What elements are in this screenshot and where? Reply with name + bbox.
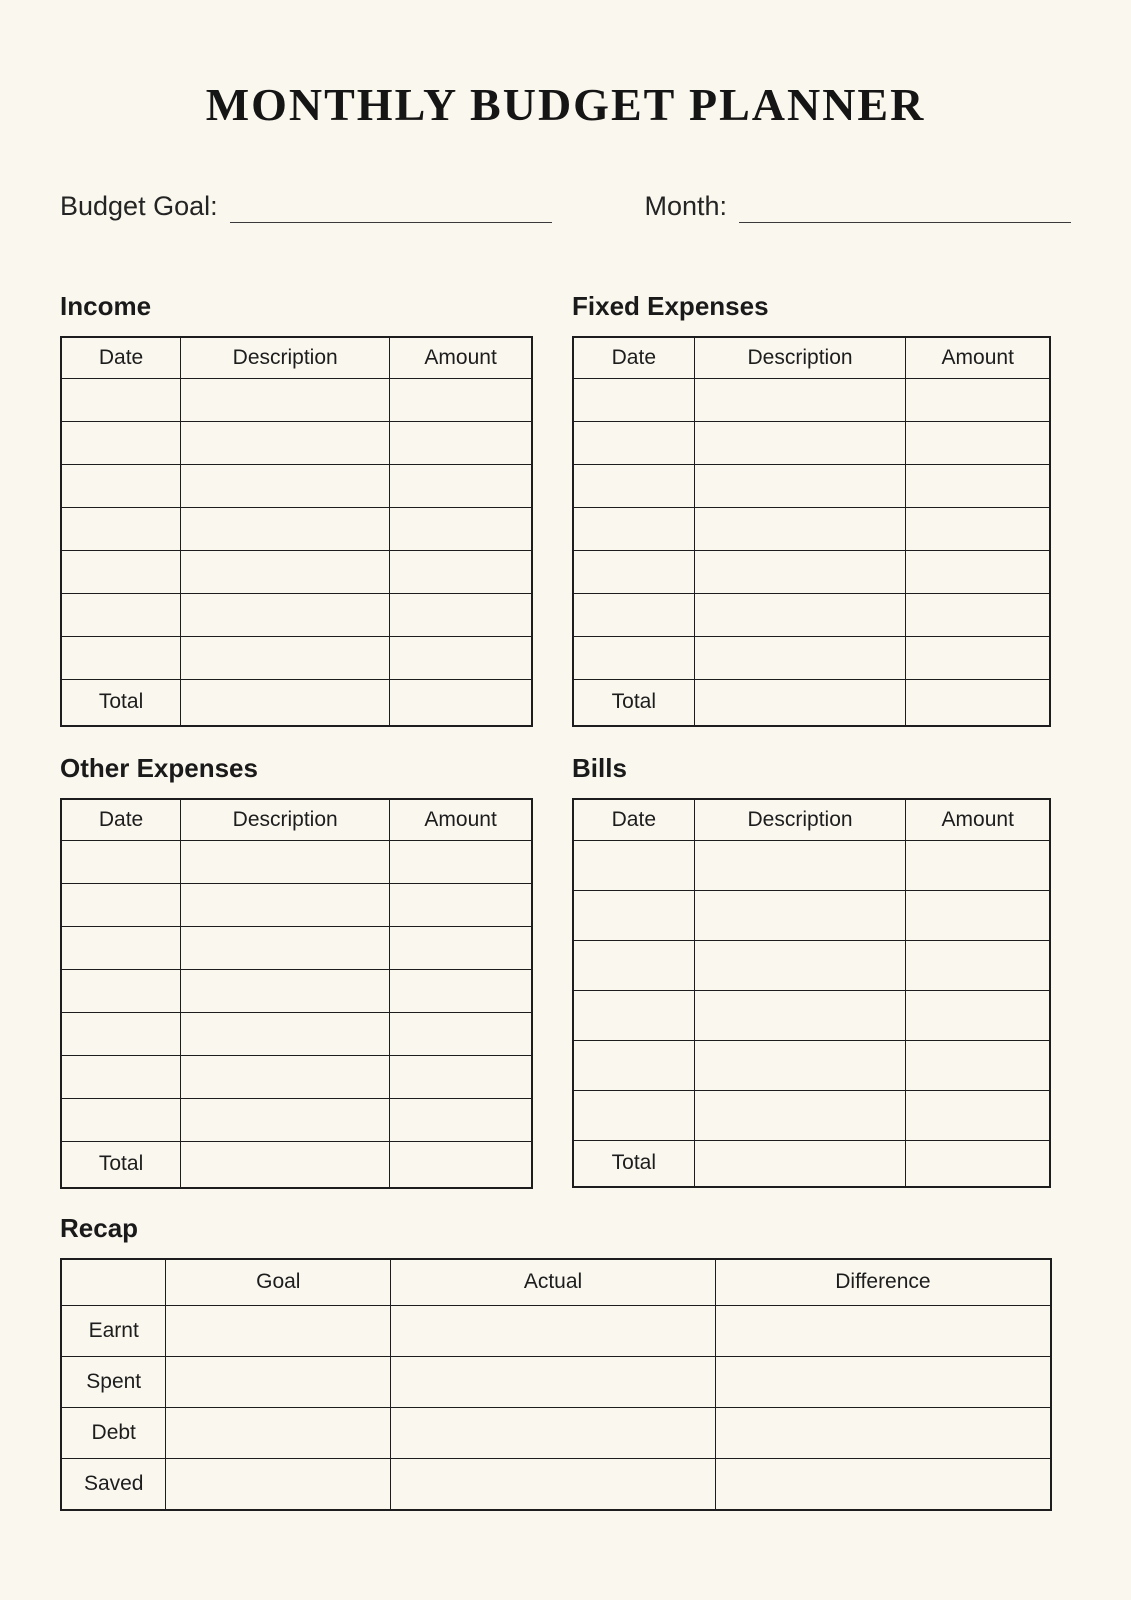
empty-cell xyxy=(390,551,532,594)
budget-goal-field xyxy=(60,189,552,223)
empty-cell xyxy=(694,594,906,637)
recap-difference-cell xyxy=(715,1357,1051,1408)
empty-cell xyxy=(181,594,390,637)
empty-cell xyxy=(390,884,532,927)
empty-cell xyxy=(181,422,390,465)
empty-cell xyxy=(390,379,532,422)
empty-row xyxy=(61,1099,532,1142)
empty-cell xyxy=(906,941,1050,991)
bills-table xyxy=(572,798,1051,1188)
recap-goal-cell xyxy=(166,1408,391,1459)
recap-row-label: Earnt xyxy=(61,1306,166,1357)
empty-row xyxy=(573,594,1050,637)
column-header-description: Description xyxy=(694,337,906,379)
empty-row xyxy=(573,551,1050,594)
empty-cell xyxy=(181,927,390,970)
recap-goal-cell xyxy=(166,1459,391,1510)
recap-actual-cell xyxy=(391,1306,716,1357)
empty-row xyxy=(573,508,1050,551)
total-label: Total xyxy=(61,680,181,726)
empty-cell xyxy=(573,379,694,422)
empty-cell xyxy=(906,379,1050,422)
total-row xyxy=(573,1141,1050,1187)
empty-row xyxy=(61,508,532,551)
empty-cell xyxy=(390,927,532,970)
empty-row xyxy=(573,465,1050,508)
total-description-cell xyxy=(181,1142,390,1188)
empty-cell xyxy=(181,379,390,422)
empty-cell xyxy=(694,508,906,551)
total-label: Total xyxy=(573,1141,694,1187)
empty-cell xyxy=(61,637,181,680)
recap-row-debt xyxy=(61,1408,1051,1459)
empty-cell xyxy=(906,465,1050,508)
recap-actual-cell xyxy=(391,1459,716,1510)
empty-cell xyxy=(181,508,390,551)
empty-cell xyxy=(390,637,532,680)
fixed-expenses-section-title: Fixed Expenses xyxy=(572,290,769,321)
empty-cell xyxy=(390,465,532,508)
empty-cell xyxy=(573,991,694,1041)
empty-row xyxy=(573,379,1050,422)
total-row xyxy=(61,680,532,726)
empty-cell xyxy=(181,1013,390,1056)
month-line xyxy=(739,189,1071,223)
recap-difference-cell xyxy=(715,1408,1051,1459)
empty-cell xyxy=(906,1091,1050,1141)
empty-cell xyxy=(181,841,390,884)
empty-cell xyxy=(181,637,390,680)
recap-row-label: Debt xyxy=(61,1408,166,1459)
empty-cell xyxy=(573,1041,694,1091)
recap-table-body xyxy=(61,1306,1051,1510)
fixed-expenses-table-footer xyxy=(573,680,1050,726)
empty-cell xyxy=(573,1091,694,1141)
other-expenses-table-body xyxy=(61,841,532,1142)
empty-row xyxy=(61,637,532,680)
fixed-expenses-table-header xyxy=(573,337,1050,379)
column-header-amount: Amount xyxy=(390,799,532,841)
header-row xyxy=(61,1259,1051,1306)
total-amount-cell xyxy=(390,1142,532,1188)
column-header-amount: Amount xyxy=(390,337,532,379)
recap-actual-cell xyxy=(391,1408,716,1459)
month-label: Month: xyxy=(644,191,727,222)
empty-cell xyxy=(694,941,906,991)
empty-cell xyxy=(694,551,906,594)
empty-row xyxy=(61,551,532,594)
recap-difference-cell xyxy=(715,1459,1051,1510)
empty-cell xyxy=(390,1013,532,1056)
header-fields xyxy=(60,183,1071,223)
empty-cell xyxy=(694,465,906,508)
recap-row-spent xyxy=(61,1357,1051,1408)
income-section xyxy=(60,291,533,727)
column-header-amount: Amount xyxy=(906,337,1050,379)
total-amount-cell xyxy=(906,1141,1050,1187)
empty-cell xyxy=(573,891,694,941)
bills-section-title: Bills xyxy=(572,752,627,783)
column-header-date: Date xyxy=(573,337,694,379)
empty-cell xyxy=(906,841,1050,891)
empty-cell xyxy=(390,594,532,637)
top-tables-row xyxy=(60,291,1071,727)
empty-cell xyxy=(906,594,1050,637)
empty-cell xyxy=(61,508,181,551)
bills-table-header xyxy=(573,799,1050,841)
empty-cell xyxy=(694,1041,906,1091)
total-description-cell xyxy=(181,680,390,726)
empty-cell xyxy=(694,991,906,1041)
column-header-date: Date xyxy=(61,799,181,841)
empty-cell xyxy=(694,841,906,891)
empty-row xyxy=(61,884,532,927)
empty-cell xyxy=(694,637,906,680)
empty-row xyxy=(573,422,1050,465)
total-amount-cell xyxy=(390,680,532,726)
empty-cell xyxy=(906,637,1050,680)
empty-row xyxy=(573,991,1050,1041)
empty-cell xyxy=(573,422,694,465)
recap-row-label: Saved xyxy=(61,1459,166,1510)
other-expenses-table xyxy=(60,798,533,1189)
bills-table-body xyxy=(573,841,1050,1141)
empty-cell xyxy=(61,884,181,927)
empty-row xyxy=(61,927,532,970)
empty-cell xyxy=(61,1056,181,1099)
empty-cell xyxy=(61,422,181,465)
empty-row xyxy=(61,379,532,422)
empty-cell xyxy=(573,941,694,991)
total-amount-cell xyxy=(906,680,1050,726)
other-expenses-section xyxy=(60,753,533,1189)
column-header-description: Description xyxy=(181,337,390,379)
empty-cell xyxy=(61,551,181,594)
empty-cell xyxy=(906,991,1050,1041)
empty-cell xyxy=(390,422,532,465)
empty-cell xyxy=(573,465,694,508)
empty-cell xyxy=(390,841,532,884)
empty-cell xyxy=(390,970,532,1013)
empty-cell xyxy=(573,841,694,891)
empty-row xyxy=(61,841,532,884)
total-label: Total xyxy=(573,680,694,726)
empty-row xyxy=(573,841,1050,891)
recap-goal-cell xyxy=(166,1306,391,1357)
empty-cell xyxy=(390,1099,532,1142)
bills-table-footer xyxy=(573,1141,1050,1187)
other-expenses-section-title: Other Expenses xyxy=(60,752,258,783)
empty-row xyxy=(573,1041,1050,1091)
total-description-cell xyxy=(694,1141,906,1187)
recap-table xyxy=(60,1258,1052,1511)
column-header-difference: Difference xyxy=(715,1259,1051,1306)
empty-row xyxy=(573,941,1050,991)
total-row xyxy=(573,680,1050,726)
fixed-expenses-table xyxy=(572,336,1051,727)
empty-cell xyxy=(181,1099,390,1142)
fixed-expenses-section xyxy=(572,291,1051,727)
empty-cell xyxy=(181,1056,390,1099)
empty-row xyxy=(61,422,532,465)
empty-cell xyxy=(694,422,906,465)
recap-row-saved xyxy=(61,1459,1051,1510)
empty-cell xyxy=(61,1099,181,1142)
header-row xyxy=(573,799,1050,841)
empty-cell xyxy=(694,891,906,941)
empty-cell xyxy=(573,508,694,551)
total-row xyxy=(61,1142,532,1188)
empty-row xyxy=(573,1091,1050,1141)
budget-goal-label: Budget Goal: xyxy=(60,191,218,222)
empty-cell xyxy=(61,841,181,884)
empty-cell xyxy=(181,465,390,508)
income-section-title: Income xyxy=(60,290,152,321)
empty-cell xyxy=(906,422,1050,465)
empty-cell xyxy=(61,927,181,970)
income-table-header xyxy=(61,337,532,379)
header-row xyxy=(61,337,532,379)
recap-row-label: Spent xyxy=(61,1357,166,1408)
column-header-amount: Amount xyxy=(906,799,1050,841)
other-expenses-table-footer xyxy=(61,1142,532,1188)
recap-row-earnt xyxy=(61,1306,1051,1357)
total-description-cell xyxy=(694,680,906,726)
empty-cell xyxy=(906,508,1050,551)
empty-cell xyxy=(573,594,694,637)
empty-row xyxy=(61,970,532,1013)
empty-cell xyxy=(181,551,390,594)
empty-cell xyxy=(390,508,532,551)
recap-section xyxy=(60,1213,1071,1511)
empty-cell xyxy=(573,551,694,594)
empty-row xyxy=(573,891,1050,941)
recap-corner-cell xyxy=(61,1259,166,1306)
column-header-date: Date xyxy=(61,337,181,379)
empty-row xyxy=(61,1056,532,1099)
column-header-goal: Goal xyxy=(166,1259,391,1306)
bottom-tables-row xyxy=(60,753,1071,1189)
empty-cell xyxy=(573,637,694,680)
empty-cell xyxy=(61,465,181,508)
empty-cell xyxy=(61,379,181,422)
recap-actual-cell xyxy=(391,1357,716,1408)
column-header-date: Date xyxy=(573,799,694,841)
empty-row xyxy=(61,465,532,508)
budget-goal-line xyxy=(230,189,552,223)
empty-row xyxy=(573,637,1050,680)
other-expenses-table-header xyxy=(61,799,532,841)
month-field xyxy=(644,189,1071,223)
recap-goal-cell xyxy=(166,1357,391,1408)
empty-cell xyxy=(181,970,390,1013)
empty-row xyxy=(61,594,532,637)
empty-cell xyxy=(61,970,181,1013)
income-table-body xyxy=(61,379,532,680)
empty-cell xyxy=(906,1041,1050,1091)
fixed-expenses-table-body xyxy=(573,379,1050,680)
income-table-footer xyxy=(61,680,532,726)
bills-section xyxy=(572,753,1051,1189)
empty-row xyxy=(61,1013,532,1056)
empty-cell xyxy=(906,891,1050,941)
empty-cell xyxy=(181,884,390,927)
empty-cell xyxy=(61,1013,181,1056)
page-title: MONTHLY BUDGET PLANNER xyxy=(205,79,926,130)
empty-cell xyxy=(694,1091,906,1141)
empty-cell xyxy=(906,551,1050,594)
recap-table-header xyxy=(61,1259,1051,1306)
empty-cell xyxy=(61,594,181,637)
recap-section-title: Recap xyxy=(60,1212,139,1243)
empty-cell xyxy=(390,1056,532,1099)
recap-difference-cell xyxy=(715,1306,1051,1357)
header-row xyxy=(61,799,532,841)
column-header-description: Description xyxy=(694,799,906,841)
total-label: Total xyxy=(61,1142,181,1188)
header-row xyxy=(573,337,1050,379)
column-header-description: Description xyxy=(181,799,390,841)
income-table xyxy=(60,336,533,727)
column-header-actual: Actual xyxy=(391,1259,716,1306)
empty-cell xyxy=(694,379,906,422)
